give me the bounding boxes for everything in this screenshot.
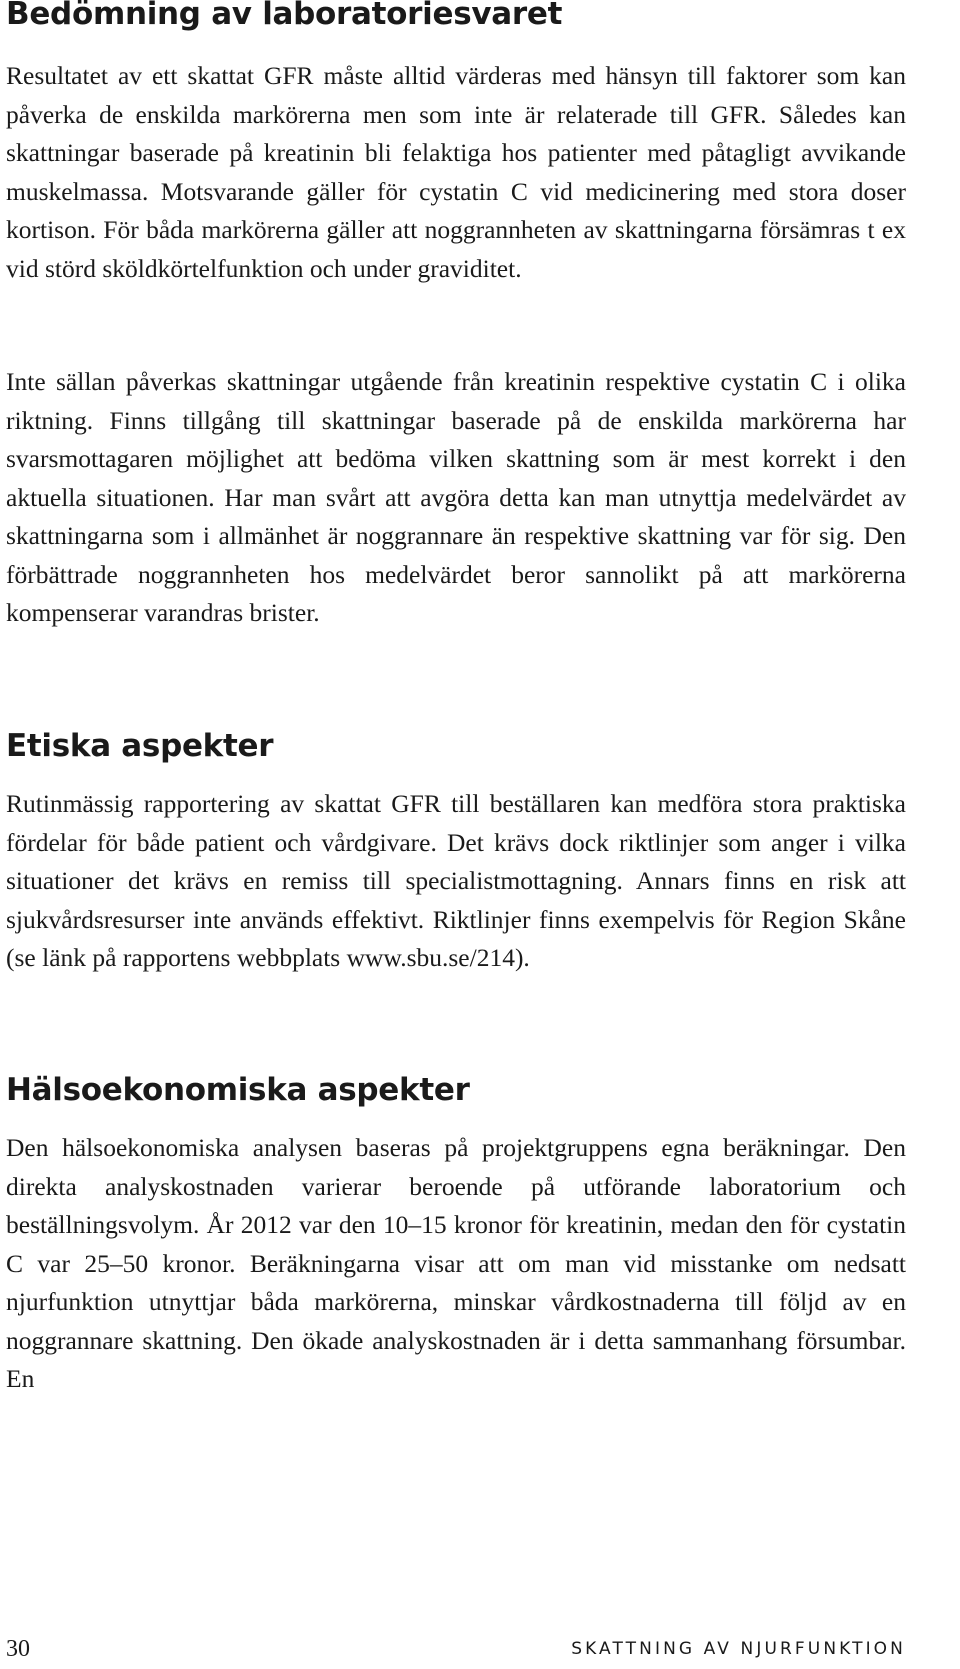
- paragraph: Inte sällan påverkas skattningar utgående från kreatinin respektive cystatin C i olika riktning. Finns tillgång till skattningar baserade på de enskilda markörerna har svarsmottagaren möjlighet att bedöma vilken skattning som är mest korrekt i den aktuella situationen. Har man svårt att avgöra detta kan man utnyttja medelvärdet av skattningarna som i allmänhet är noggrannare än respektive skattning var för sig. Den förbättrade noggrannheten hos medelvärdet beror sannolikt på att markörerna kompenserar varandras brister.: [6, 367, 906, 627]
- section-heading-laboratoriesvaret: Bedömning av laboratoriesvaret: [6, 0, 563, 32]
- section-heading-etiska-aspekter: Etiska aspekter: [6, 728, 274, 764]
- section-heading-halsoekonomiska-aspekter: Hälsoekonomiska aspekter: [6, 1072, 470, 1108]
- page-footer: [6, 1634, 906, 1664]
- paragraph: Rutinmässig rapportering av skattat GFR till beställaren kan medföra stora praktiska fördelar för både patient och vårdgivare. Det krävs dock riktlinjer som anger i vilka situationer det krävs en remiss till specialistmottagning. Annars finns en risk att sjukvårdsresurser inte används effektivt. Riktlinjer finns exempelvis för Region Skåne (se länk på rapportens webbplats www.sbu.se/214).: [6, 789, 906, 972]
- paragraph: Den hälsoekonomiska analysen baseras på projektgruppens egna beräkningar. Den direkta analyskostnaden varierar beroende på utförande laboratorium och beställningsvolym. År 2012 var den 10–15 kronor för kreatinin, medan den för cystatin C var 25–50 kronor. Beräkningarna visar att om man vid misstanke om nedsatt njurfunktion utnyttjar båda markörerna, minskar vårdkostnaderna till följd av en noggrannare skattning. Den ökade analyskostnaden är i detta sammanhang försumbar. En: [6, 1133, 906, 1393]
- running-footer-title: SKATTNING AV NJURFUNKTION: [571, 1639, 906, 1659]
- paragraph: Resultatet av ett skattat GFR måste alltid värderas med hänsyn till faktorer som kan påverka de enskilda markörerna men som inte är relaterade till GFR. Således kan skattningar baserade på kreatinin bli felaktiga hos patienter med påtagligt avvikande muskelmassa. Motsvarande gäller för cystatin C vid medicinering med stora doser kortison. För båda markörerna gäller att noggrannheten av skattningarna försämras t ex vid störd sköldkörtelfunktion och under graviditet.: [6, 61, 906, 283]
- page-number: 30: [6, 1636, 30, 1662]
